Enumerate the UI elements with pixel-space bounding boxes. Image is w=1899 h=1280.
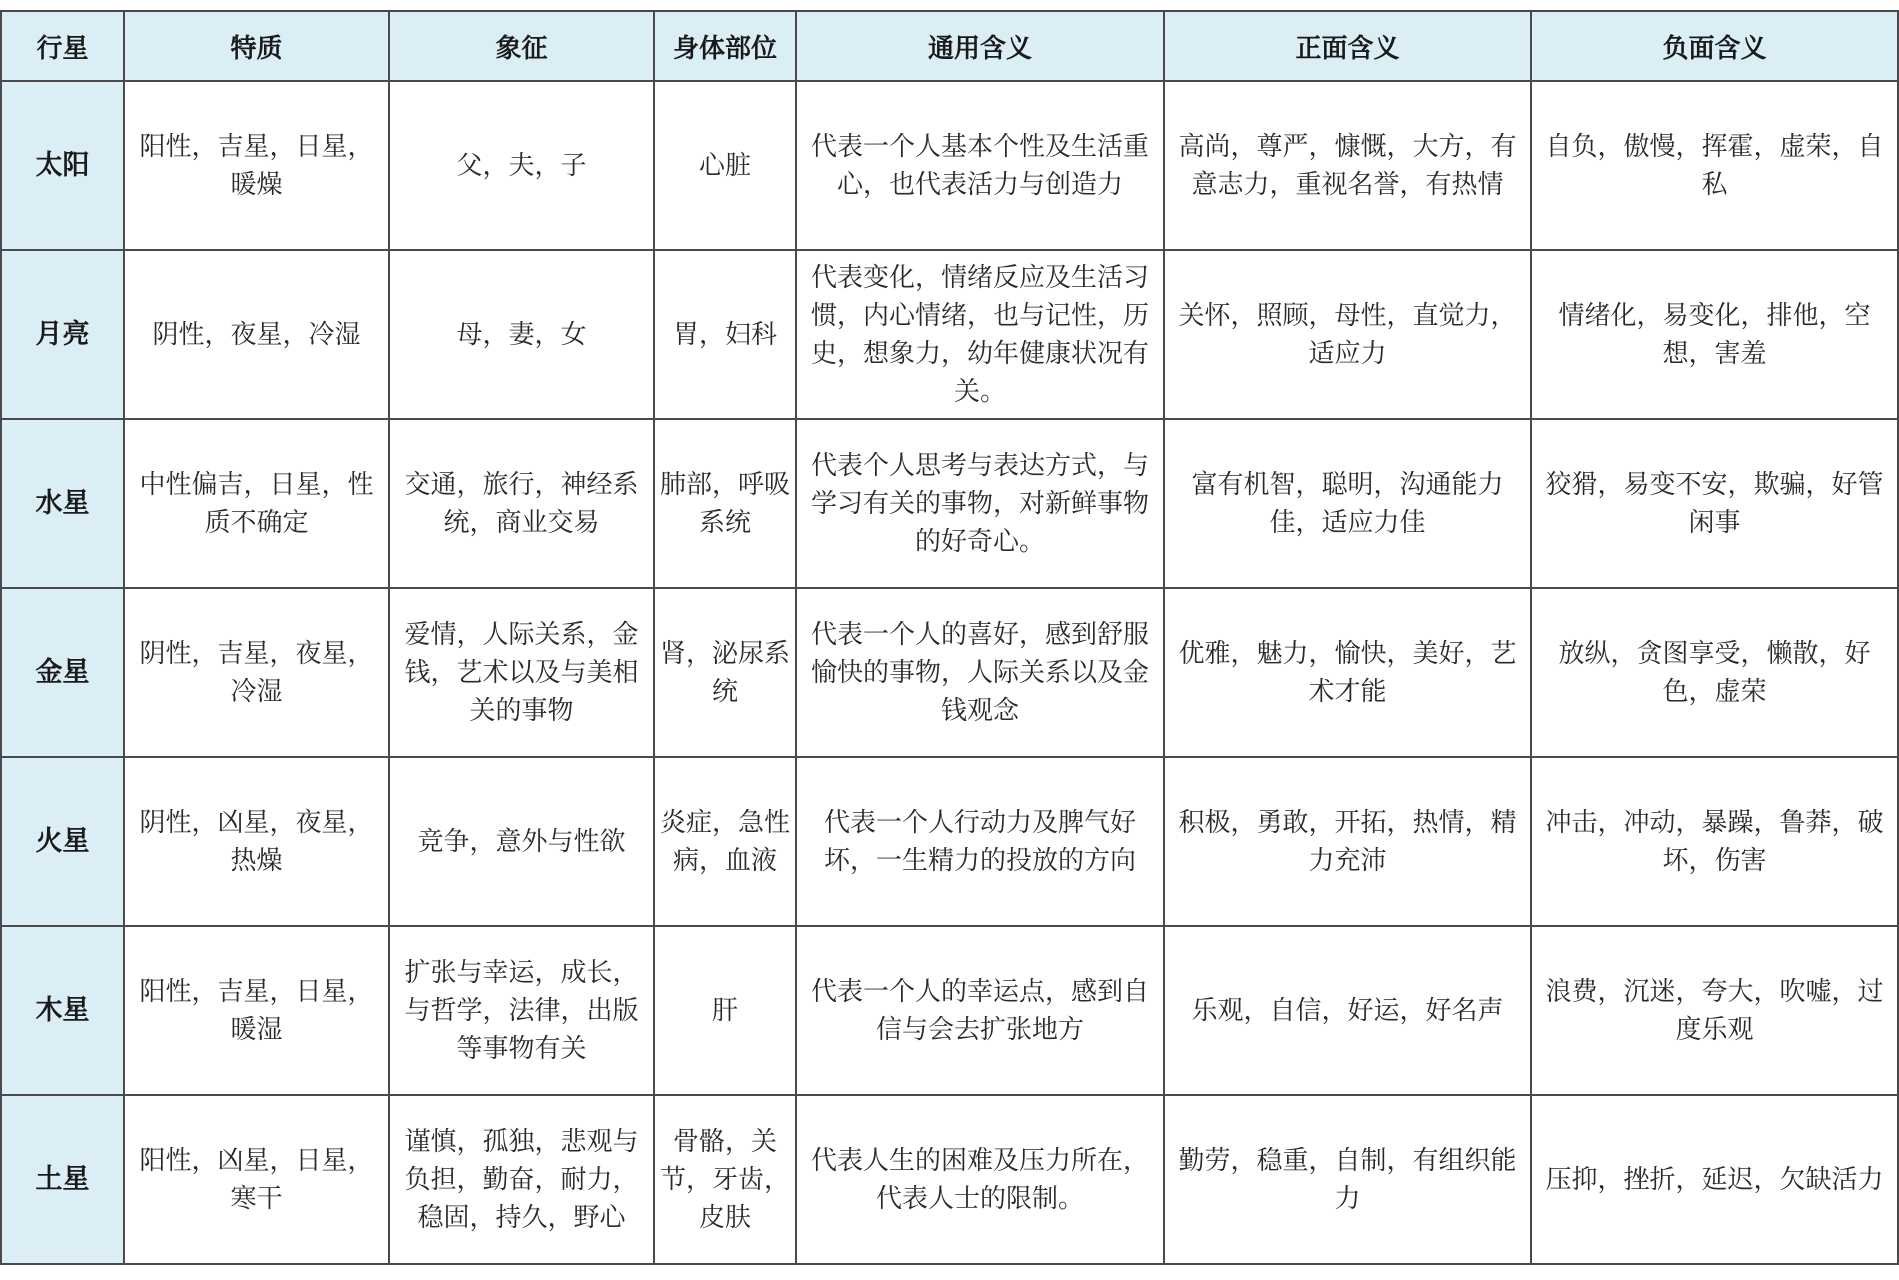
traits-cell: 阳性，吉星，日星，暖湿 xyxy=(124,926,389,1095)
positive-meaning-cell: 乐观，自信，好运，好名声 xyxy=(1164,926,1531,1095)
negative-meaning-cell: 浪费，沉迷，夸大，吹嘘，过度乐观 xyxy=(1531,926,1898,1095)
header-symbol: 象征 xyxy=(389,11,654,81)
general-meaning-cell: 代表变化，情绪反应及生活习惯，内心情绪，也与记性，历史，想象力，幼年健康状况有关。 xyxy=(796,250,1164,419)
body-part-cell: 肺部，呼吸系统 xyxy=(654,419,796,588)
header-body-part: 身体部位 xyxy=(654,11,796,81)
traits-cell: 阴性，夜星，冷湿 xyxy=(124,250,389,419)
planet-meaning-table xyxy=(0,10,1899,1265)
table-row xyxy=(1,250,1898,419)
body-part-cell: 心脏 xyxy=(654,81,796,250)
table-row xyxy=(1,757,1898,926)
body-part-cell: 骨骼，关节，牙齿，皮肤 xyxy=(654,1095,796,1264)
traits-cell: 阳性，吉星，日星，暖燥 xyxy=(124,81,389,250)
traits-cell: 阴性，凶星，夜星，热燥 xyxy=(124,757,389,926)
general-meaning-cell: 代表一个人的喜好，感到舒服愉快的事物，人际关系以及金钱观念 xyxy=(796,588,1164,757)
traits-cell: 阳性，凶星，日星，寒干 xyxy=(124,1095,389,1264)
header-traits: 特质 xyxy=(124,11,389,81)
negative-meaning-cell: 狡猾，易变不安，欺骗，好管闲事 xyxy=(1531,419,1898,588)
negative-meaning-cell: 情绪化，易变化，排他，空想，害羞 xyxy=(1531,250,1898,419)
positive-meaning-cell: 积极，勇敢，开拓，热情，精力充沛 xyxy=(1164,757,1531,926)
negative-meaning-cell: 放纵，贪图享受，懒散，好色，虚荣 xyxy=(1531,588,1898,757)
body-part-cell: 肾，泌尿系统 xyxy=(654,588,796,757)
planet-cell: 火星 xyxy=(1,757,124,926)
planet-cell: 木星 xyxy=(1,926,124,1095)
symbol-cell: 爱情，人际关系，金钱，艺术以及与美相关的事物 xyxy=(389,588,654,757)
planet-cell: 月亮 xyxy=(1,250,124,419)
positive-meaning-cell: 富有机智，聪明，沟通能力佳，适应力佳 xyxy=(1164,419,1531,588)
header-planet: 行星 xyxy=(1,11,124,81)
table-row xyxy=(1,1095,1898,1264)
planet-cell: 水星 xyxy=(1,419,124,588)
symbol-cell: 交通，旅行，神经系统，商业交易 xyxy=(389,419,654,588)
planet-cell: 太阳 xyxy=(1,81,124,250)
header-general-meaning: 通用含义 xyxy=(796,11,1164,81)
planet-cell: 金星 xyxy=(1,588,124,757)
positive-meaning-cell: 勤劳，稳重，自制，有组织能力 xyxy=(1164,1095,1531,1264)
body-part-cell: 胃，妇科 xyxy=(654,250,796,419)
table-row xyxy=(1,926,1898,1095)
general-meaning-cell: 代表个人思考与表达方式，与学习有关的事物，对新鲜事物的好奇心。 xyxy=(796,419,1164,588)
traits-cell: 中性偏吉，日星，性质不确定 xyxy=(124,419,389,588)
table-row xyxy=(1,588,1898,757)
planet-meaning-table-container xyxy=(0,10,1899,1265)
table-row xyxy=(1,419,1898,588)
planet-cell: 土星 xyxy=(1,1095,124,1264)
positive-meaning-cell: 高尚，尊严，慷慨，大方，有意志力，重视名誉，有热情 xyxy=(1164,81,1531,250)
table-row xyxy=(1,81,1898,250)
positive-meaning-cell: 关怀，照顾，母性，直觉力，适应力 xyxy=(1164,250,1531,419)
general-meaning-cell: 代表一个人基本个性及生活重心，也代表活力与创造力 xyxy=(796,81,1164,250)
body-part-cell: 肝 xyxy=(654,926,796,1095)
header-positive-meaning: 正面含义 xyxy=(1164,11,1531,81)
header-negative-meaning: 负面含义 xyxy=(1531,11,1898,81)
negative-meaning-cell: 自负，傲慢，挥霍，虚荣，自私 xyxy=(1531,81,1898,250)
general-meaning-cell: 代表一个人行动力及脾气好坏，一生精力的投放的方向 xyxy=(796,757,1164,926)
table-header-row xyxy=(1,11,1898,81)
negative-meaning-cell: 压抑，挫折，延迟，欠缺活力 xyxy=(1531,1095,1898,1264)
positive-meaning-cell: 优雅，魅力，愉快，美好，艺术才能 xyxy=(1164,588,1531,757)
traits-cell: 阴性，吉星，夜星，冷湿 xyxy=(124,588,389,757)
general-meaning-cell: 代表人生的困难及压力所在，代表人士的限制。 xyxy=(796,1095,1164,1264)
negative-meaning-cell: 冲击，冲动，暴躁，鲁莽，破坏，伤害 xyxy=(1531,757,1898,926)
symbol-cell: 谨慎，孤独，悲观与负担，勤奋，耐力，稳固，持久，野心 xyxy=(389,1095,654,1264)
body-part-cell: 炎症，急性病，血液 xyxy=(654,757,796,926)
general-meaning-cell: 代表一个人的幸运点，感到自信与会去扩张地方 xyxy=(796,926,1164,1095)
symbol-cell: 母，妻，女 xyxy=(389,250,654,419)
symbol-cell: 扩张与幸运，成长，与哲学，法律，出版等事物有关 xyxy=(389,926,654,1095)
symbol-cell: 父，夫，子 xyxy=(389,81,654,250)
symbol-cell: 竞争，意外与性欲 xyxy=(389,757,654,926)
